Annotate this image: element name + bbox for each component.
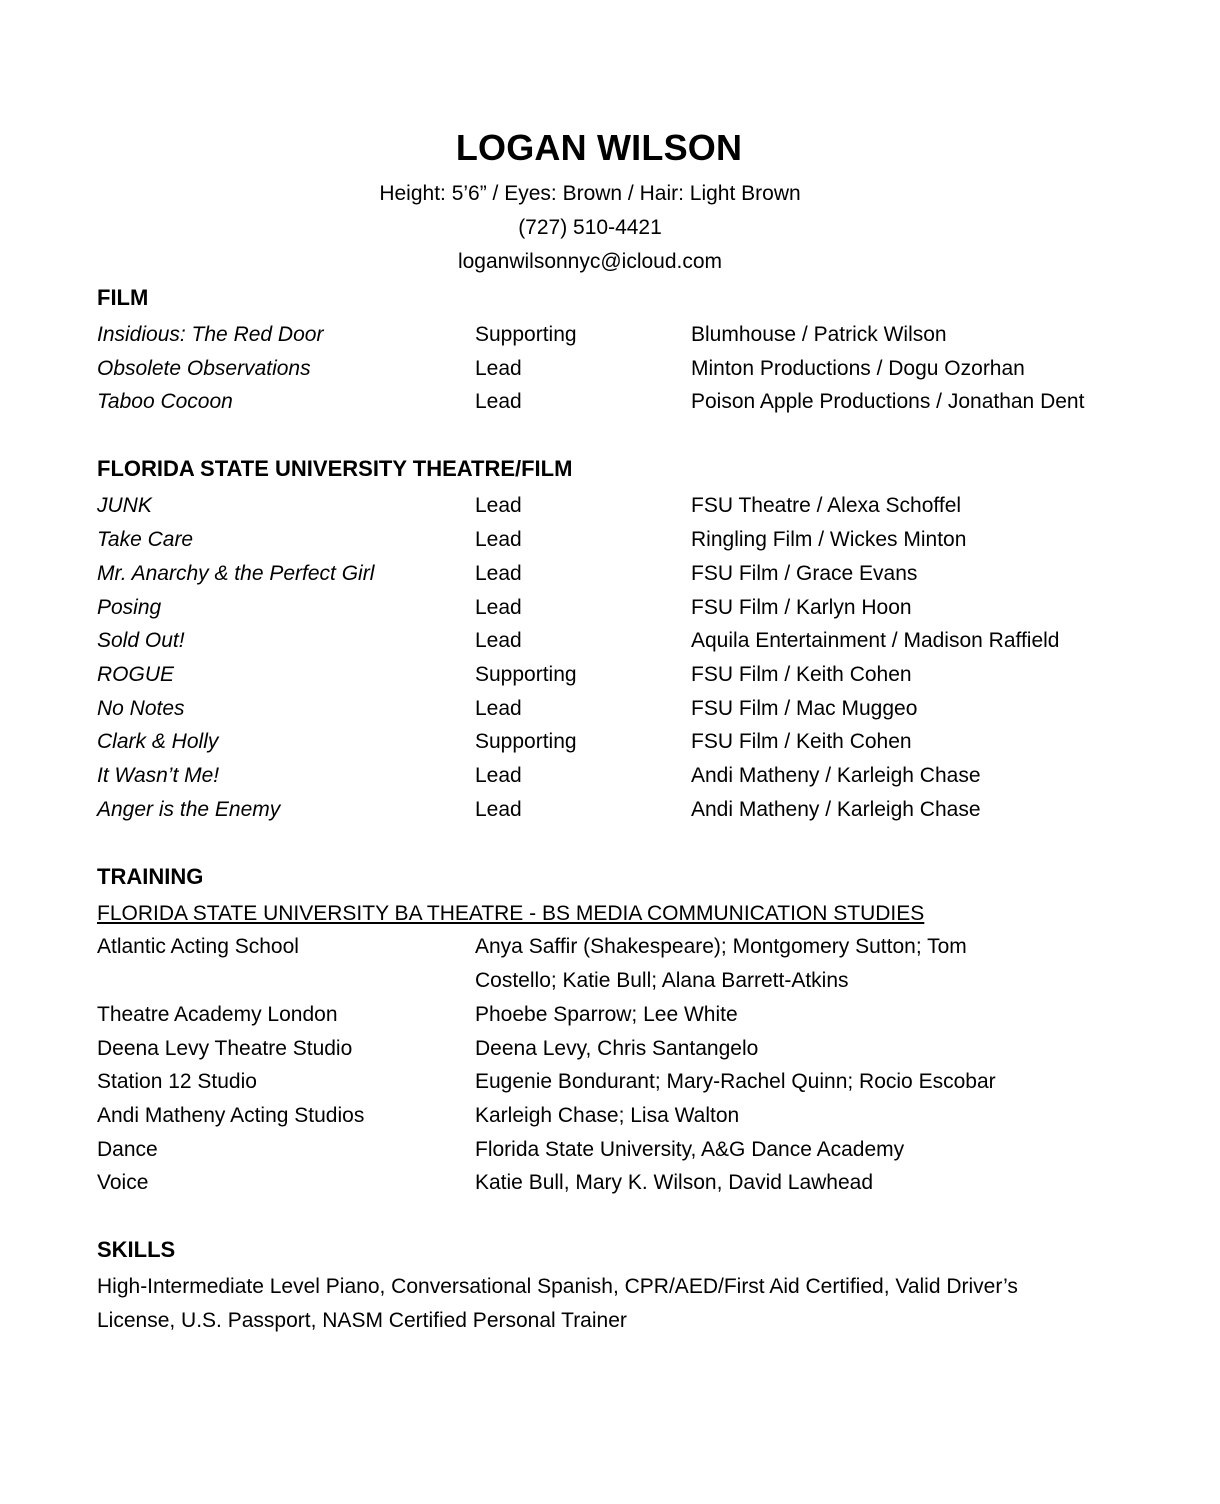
school-name: Station 12 Studio [97,1070,257,1093]
teachers: Katie Bull, Mary K. Wilson, David Lawhead [475,1171,874,1194]
project-title: Clark & Holly [97,730,219,753]
teachers: Florida State University, A&G Dance Academy [475,1138,905,1161]
project-title: Take Care [97,528,194,551]
role: Lead [475,697,522,720]
role: Lead [475,494,522,517]
role: Lead [475,798,522,821]
school-name: Dance [97,1138,158,1161]
phone-number: (727) 510-4421 [518,216,662,239]
teachers: Karleigh Chase; Lisa Walton [475,1104,740,1127]
company-director: FSU Film / Karlyn Hoon [691,596,912,619]
degree-heading: FLORIDA STATE UNIVERSITY BA THEATRE - BS MEDIA COMMUNICATION STUDIES [97,902,925,925]
role: Lead [475,764,522,787]
role: Supporting [475,323,577,346]
resume-name: LOGAN WILSON [455,127,743,168]
teachers: Eugenie Bondurant; Mary-Rachel Quinn; Rocio Escobar [475,1070,996,1093]
email-address: loganwilsonnyc@icloud.com [457,250,723,273]
teachers: Anya Saffir (Shakespeare); Montgomery Sutton; Tom Costello; Katie Bull; Alana Barrett-Atkins [475,935,967,992]
school-name: Theatre Academy London [97,1003,338,1026]
company-director: Aquila Entertainment / Madison Raffield [691,629,1060,652]
project-title: JUNK [97,494,152,517]
project-title: No Notes [97,697,185,720]
company-director: Andi Matheny / Karleigh Chase [691,798,981,821]
project-title: It Wasn’t Me! [97,764,220,787]
teachers: Phoebe Sparrow; Lee White [475,1003,738,1026]
company-director: Ringling Film / Wickes Minton [691,528,967,551]
company-director: FSU Film / Grace Evans [691,562,918,585]
project-title: Sold Out! [97,629,185,652]
role: Lead [475,562,522,585]
company-director: FSU Film / Keith Cohen [691,663,912,686]
role: Supporting [475,663,577,686]
company-director: FSU Theatre / Alexa Schoffel [691,494,962,517]
school-name: Voice [97,1171,149,1194]
film-section-title: FILM [97,285,149,310]
company-director: Poison Apple Productions / Jonathan Dent [691,390,1085,413]
role: Supporting [475,730,577,753]
teachers: Deena Levy, Chris Santangelo [475,1037,759,1060]
role: Lead [475,629,522,652]
project-title: Obsolete Observations [97,357,311,380]
company-director: FSU Film / Keith Cohen [691,730,912,753]
project-title: Mr. Anarchy & the Perfect Girl [97,562,375,585]
company-director: FSU Film / Mac Muggeo [691,697,918,720]
company-director: Andi Matheny / Karleigh Chase [691,764,981,787]
project-title: ROGUE [97,663,175,686]
project-title: Taboo Cocoon [97,390,233,413]
role: Lead [475,596,522,619]
school-name: Atlantic Acting School [97,935,299,958]
company-director: Blumhouse / Patrick Wilson [691,323,947,346]
training-section-title: TRAINING [97,864,204,889]
physical-stats: Height: 5’6” / Eyes: Brown / Hair: Light Brown [379,182,801,205]
school-name: Deena Levy Theatre Studio [97,1037,353,1060]
project-title: Anger is the Enemy [97,798,281,821]
company-director: Minton Productions / Dogu Ozorhan [691,357,1025,380]
fsu-section-title: FLORIDA STATE UNIVERSITY THEATRE/FILM [97,456,573,481]
project-title: Insidious: The Red Door [97,323,324,346]
role: Lead [475,390,522,413]
role: Lead [475,357,522,380]
skills-text: High-Intermediate Level Piano, Conversational Spanish, CPR/AED/First Aid Certified, Valid Driver’s License, U.S. Passport, NASM Certified Personal Trainer [97,1275,1018,1332]
school-name: Andi Matheny Acting Studios [97,1104,365,1127]
role: Lead [475,528,522,551]
skills-section-title: SKILLS [97,1237,176,1262]
project-title: Posing [97,596,162,619]
